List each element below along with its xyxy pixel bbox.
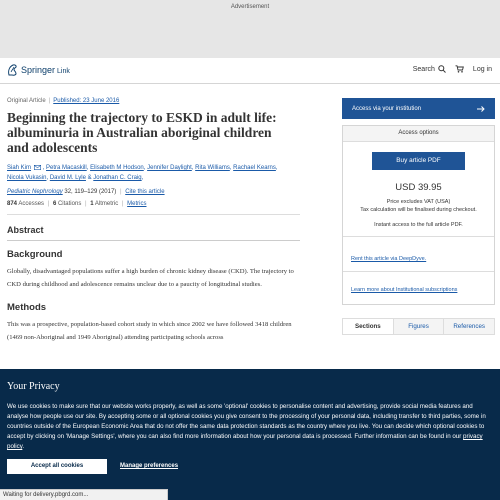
tab-sections[interactable]: Sections	[343, 319, 393, 334]
access-options-title: Access options	[343, 126, 494, 142]
login-label: Log in	[472, 65, 492, 73]
springer-link-logo[interactable]	[7, 64, 70, 76]
altmetric-label: Altmetric	[94, 201, 119, 207]
cite-this-article-link[interactable]: Cite this article	[125, 189, 165, 195]
citations-label: Citations	[57, 201, 82, 207]
access-sidebar	[342, 98, 495, 335]
citations-count: 6	[52, 201, 57, 207]
browser-status-bar: Waiting for delivery.pbgrd.com...	[0, 489, 168, 500]
sidebar-tabs	[342, 318, 495, 335]
article-metrics: 874 Accesses | 6 Citations | 1 Altmetric | Metrics	[7, 201, 147, 207]
author-link[interactable]: David M. Lyle	[49, 175, 86, 181]
accesses-label: Accesses	[18, 201, 45, 207]
published-date-link[interactable]: Published: 23 June 2016	[53, 98, 120, 104]
tab-references[interactable]: References	[443, 319, 494, 334]
vat-note	[351, 199, 486, 214]
access-button-label: Access via your institution	[352, 105, 422, 112]
methods-heading: Methods	[7, 301, 47, 313]
price: USD 39.95	[395, 182, 442, 193]
article-type: Original Article	[7, 98, 46, 104]
abstract-heading: Abstract	[7, 225, 44, 235]
access-options-panel	[342, 125, 495, 305]
vat-line: Price excludes VAT (USA)	[386, 199, 451, 205]
springer-horse-icon	[7, 64, 18, 76]
author-list: Siah Kim , Petra Macaskill, Elisabeth M Hodson, Jennifer Daylight, Rita Williams, Rachael Kearns, Nicola Vukasin, David M. Lyle & Jonathan C. Craig,	[7, 165, 278, 181]
background-paragraph: Globally, disadvantaged populations suffer a high burden of chronic kidney disease (CKD). The trajectory to CKD during childhood and adolescence remains unclear due to a paucity of longitudinal studies.	[7, 268, 294, 289]
author-link[interactable]: Siah Kim	[7, 165, 32, 171]
buy-pdf-section	[343, 142, 494, 236]
institutional-section	[343, 271, 494, 304]
accept-all-cookies-button[interactable]: Accept all cookies	[7, 459, 107, 474]
cookie-text: We use cookies to make sure that our website works properly, as well as some 'optional' cookies to personalise content and advertising, provide social media features and analyse how people use our site. By accepting some or all optional cookies you give consent to the processing of your personal data, including transfer to third parties, some in countries outside of the European Economic Area that do not offer the same data protection standards as the country where you live. You can decide which optional cookies to accept by clicking on 'Manage Settings', where you can also find more information about how your personal data is processed. Further information can be found in our privacy policy.	[7, 403, 486, 451]
search-button[interactable]	[413, 65, 446, 73]
journal-citation: Pediatric Nephrology 32, 119–129 (2017) | Cite this article	[7, 189, 165, 195]
author-link[interactable]: Petra Macaskill	[46, 165, 87, 171]
institutional-subscriptions-link[interactable]: Learn more about Institutional subscriptions	[351, 287, 458, 293]
metrics-link[interactable]: Metrics	[127, 201, 147, 207]
search-label: Search	[412, 65, 435, 73]
author-link[interactable]: Rachael Kearns	[233, 165, 276, 171]
article-main	[7, 98, 307, 345]
background-heading: Background	[7, 249, 63, 260]
buy-article-pdf-button[interactable]: Buy article PDF	[372, 152, 465, 170]
tax-line: Tax calculation will be finalised during checkout.	[360, 206, 477, 213]
divider	[7, 214, 300, 215]
cookie-body: We use cookies to make sure that our website works properly, as well as some 'optional' cookies to personalise content and advertising, provide social media features and analyse how people use our site. By accepting some or all optional cookies you give consent to the processing of your personal data, including transfer to third parties, some in countries outside of the European Economic Area that do not offer the same data protection standards as the country where you live. You can decide which optional cookies to accept by clicking on 'Manage Settings', where you can also find more information about how your personal data is processed. Further information can be found in our	[7, 403, 486, 441]
cart-button[interactable]	[455, 65, 464, 73]
author-link[interactable]: Rita Williams	[195, 165, 230, 171]
article-title: Beginning the trajectory to ESKD in adult life: albuminuria in Australian aboriginal children and adolescents	[7, 110, 277, 155]
rent-section	[343, 236, 494, 271]
article-meta: Original Article | Published: 23 June 2016	[7, 98, 120, 104]
author-link[interactable]: Jennifer Daylight	[147, 165, 192, 171]
access-via-institution-button[interactable]	[342, 98, 495, 119]
tab-figures[interactable]: Figures	[393, 319, 444, 334]
author-link[interactable]: Nicola Vukasin	[7, 175, 47, 181]
instant-access-note: Instant access to the full article PDF.	[374, 222, 463, 228]
volume-info: 32, 119–129 (2017)	[64, 189, 117, 195]
privacy-policy-link[interactable]: privacy policy	[7, 433, 483, 451]
login-link[interactable]	[473, 66, 492, 73]
manage-preferences-link[interactable]: Manage preferences	[120, 463, 179, 469]
cart-icon	[455, 65, 464, 73]
accesses-count: 874	[7, 201, 18, 207]
arrow-right-icon	[477, 106, 485, 112]
advertisement-area	[0, 0, 500, 58]
search-icon	[438, 65, 446, 73]
divider	[7, 240, 300, 241]
altmetric-count: 1	[90, 201, 94, 207]
cookie-banner	[0, 369, 500, 500]
author-link[interactable]: Elisabeth M Hodson	[90, 165, 144, 171]
advertisement-label: Advertisement	[230, 4, 270, 10]
journal-name-link[interactable]: Pediatric Nephrology	[7, 189, 63, 195]
author-link[interactable]: Jonathan C. Craig	[93, 175, 142, 181]
envelope-icon[interactable]	[34, 165, 41, 170]
rent-deepdyve-link[interactable]: Rent this article via DeepDyve.	[351, 256, 427, 262]
brand-name: Springer Link	[21, 65, 70, 75]
cookie-title: Your Privacy	[7, 381, 60, 392]
site-header	[0, 58, 500, 84]
methods-paragraph: This was a prospective, population-based cohort study in which since 2002 we have followed 3418 children (1469 non-Aboriginal and 1949 Aboriginal) attending participating schools across	[7, 320, 292, 342]
